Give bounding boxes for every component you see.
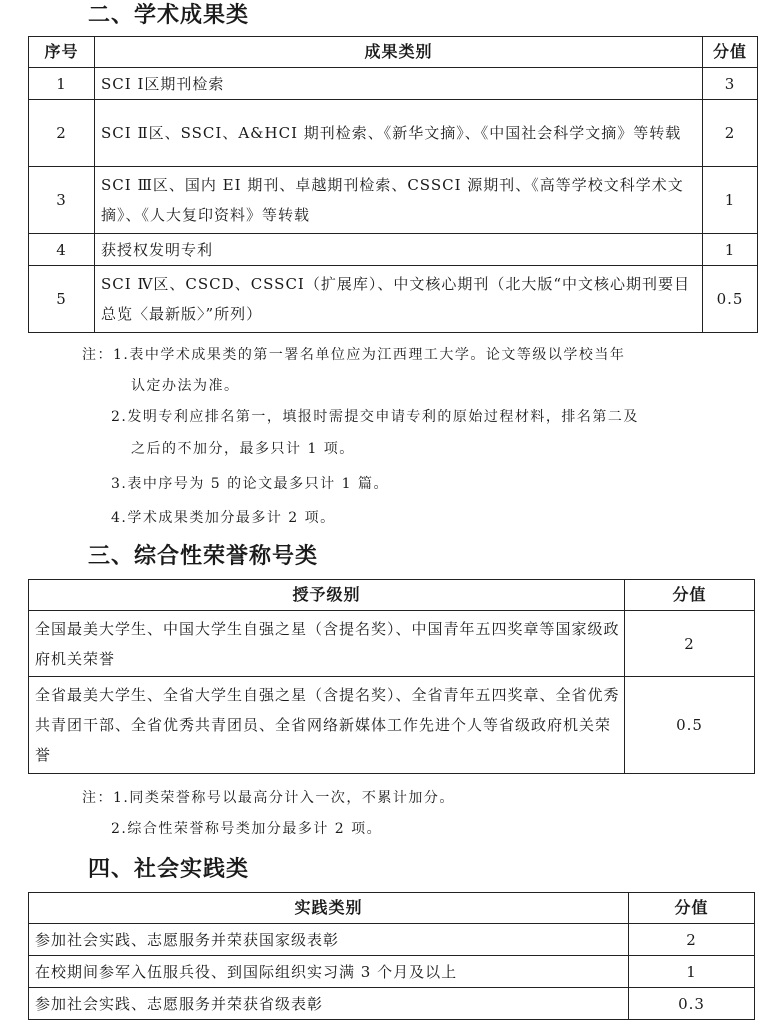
row-score: 0.5 bbox=[703, 266, 758, 333]
academic-achievements-table bbox=[28, 36, 758, 333]
note-line bbox=[82, 343, 625, 367]
note-prefix: 注： bbox=[82, 790, 113, 806]
row-score: 1 bbox=[703, 234, 758, 266]
table-row bbox=[29, 167, 758, 234]
row-category: SCI Ⅱ区、SSCI、A&HCI 期刊检索、《新华文摘》、《中国社会科学文摘》等转载 bbox=[95, 100, 703, 167]
row-level: 全省最美大学生、全省大学生自强之星（含提名奖）、全省青年五四奖章、全省优秀共青团干部、全省优秀共青团员、全省网络新媒体工作先进个人等省级政府机关荣誉 bbox=[29, 677, 625, 774]
table-header-row bbox=[29, 893, 755, 924]
row-no: 2 bbox=[29, 100, 95, 167]
table-row bbox=[29, 956, 755, 988]
row-score: 2 bbox=[629, 924, 755, 956]
section-title-social-practice: 四、社会实践类 bbox=[88, 857, 250, 882]
row-category: SCI Ⅲ区、国内 EI 期刊、卓越期刊检索、CSSCI 源期刊、《高等学校文科学术文摘》、《人大复印资料》等转载 bbox=[95, 167, 703, 234]
row-score: 2 bbox=[703, 100, 758, 167]
note-line bbox=[82, 786, 455, 810]
row-category: 获授权发明专利 bbox=[95, 234, 703, 266]
note-text: 认定办法为准。 bbox=[131, 378, 240, 394]
section-title-academic: 二、学术成果类 bbox=[88, 3, 250, 28]
row-score: 2 bbox=[625, 611, 755, 677]
row-no: 4 bbox=[29, 234, 95, 266]
note-text: 2.发明专利应排名第一，填报时需提交申请专利的原始过程材料，排名第二及 bbox=[111, 409, 639, 425]
row-no: 5 bbox=[29, 266, 95, 333]
row-no: 3 bbox=[29, 167, 95, 234]
note-text: 1.表中学术成果类的第一署名单位应为江西理工大学。论文等级以学校当年 bbox=[113, 347, 626, 363]
header-score: 分值 bbox=[629, 893, 755, 924]
row-category: 在校期间参军入伍服兵役、到国际组织实习满 3 个月及以上 bbox=[29, 956, 629, 988]
note-text: 3.表中序号为 5 的论文最多只计 1 篇。 bbox=[111, 476, 389, 492]
row-score: 1 bbox=[703, 167, 758, 234]
header-level: 授予级别 bbox=[29, 580, 625, 611]
row-category: SCI Ⅰ区期刊检索 bbox=[95, 68, 703, 100]
header-no: 序号 bbox=[29, 37, 95, 68]
table-row bbox=[29, 924, 755, 956]
header-score: 分值 bbox=[625, 580, 755, 611]
note-prefix: 注： bbox=[82, 347, 113, 363]
table-row bbox=[29, 611, 755, 677]
header-category: 实践类别 bbox=[29, 893, 629, 924]
row-category: 参加社会实践、志愿服务并荣获省级表彰 bbox=[29, 988, 629, 1020]
row-level: 全国最美大学生、中国大学生自强之星（含提名奖）、中国青年五四奖章等国家级政府机关荣誉 bbox=[29, 611, 625, 677]
section-title-honors: 三、综合性荣誉称号类 bbox=[88, 544, 319, 569]
table-row bbox=[29, 68, 758, 100]
table-header-row bbox=[29, 580, 755, 611]
header-category: 成果类别 bbox=[95, 37, 703, 68]
row-score: 1 bbox=[629, 956, 755, 988]
social-practice-table bbox=[28, 892, 755, 1020]
note-text: 4.学术成果类加分最多计 2 项。 bbox=[111, 510, 336, 526]
note-text: 2.综合性荣誉称号类加分最多计 2 项。 bbox=[111, 821, 383, 837]
table-row bbox=[29, 266, 758, 333]
note-text: 1.同类荣誉称号以最高分计入一次，不累计加分。 bbox=[113, 790, 455, 806]
honors-table bbox=[28, 579, 755, 774]
table-row bbox=[29, 100, 758, 167]
row-score: 0.3 bbox=[629, 988, 755, 1020]
row-category: SCI Ⅳ区、CSCD、CSSCI（扩展库）、中文核心期刊（北大版“中文核心期刊要目总览〈最新版〉”所列） bbox=[95, 266, 703, 333]
row-score: 3 bbox=[703, 68, 758, 100]
row-score: 0.5 bbox=[625, 677, 755, 774]
header-score: 分值 bbox=[703, 37, 758, 68]
table-header-row bbox=[29, 37, 758, 68]
table-row bbox=[29, 234, 758, 266]
row-no: 1 bbox=[29, 68, 95, 100]
table-row bbox=[29, 988, 755, 1020]
note-text: 之后的不加分，最多只计 1 项。 bbox=[131, 441, 355, 457]
table-row bbox=[29, 677, 755, 774]
row-category: 参加社会实践、志愿服务并荣获国家级表彰 bbox=[29, 924, 629, 956]
